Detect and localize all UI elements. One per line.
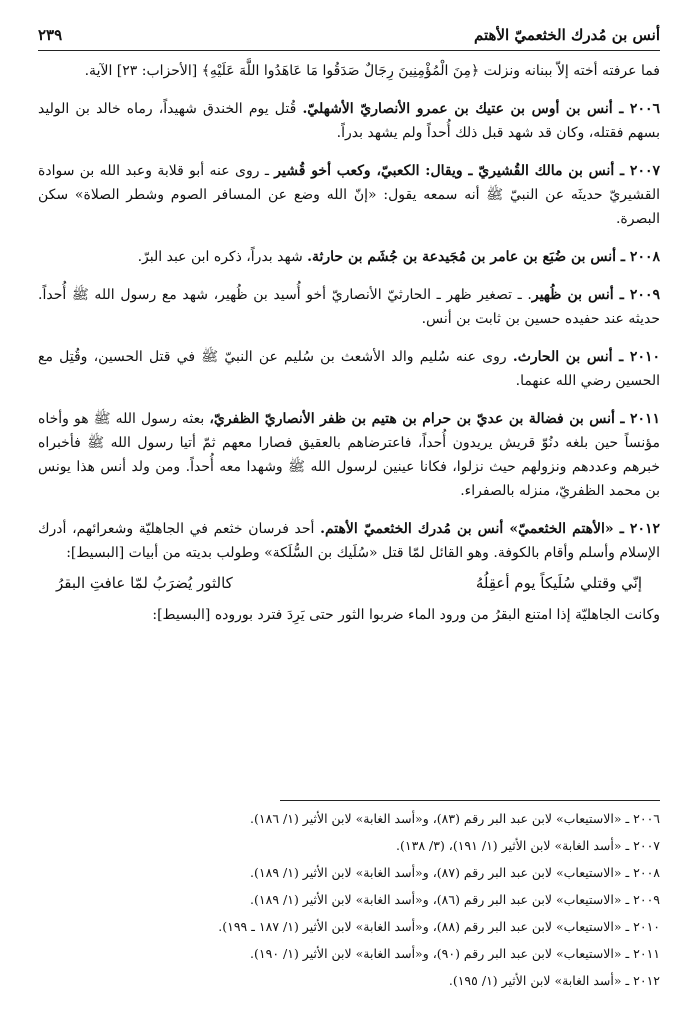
footnote-divider — [280, 800, 660, 801]
entry-text: روى عنه سُليم والد الأشعث بن سُليم عن النبيّ ﷺ في قتل الحسين، وقُتِل مع الحسين رضي الله عنهما. — [38, 349, 660, 389]
footnote: ٢٠٠٨ ـ «الاستيعاب» لابن عبد البر رقم (٨٧)، و«أسد الغابة» لابن الأثير (١/ ١٨٩). — [250, 865, 660, 880]
entry-heading: ٢٠١٢ ـ «الأهتم الخثعميّ» أنس بن مُدرك الخثعميّ الأهتم. — [320, 521, 660, 537]
entry-2010 — [38, 345, 660, 393]
entry-text: بعثه رسول الله ﷺ هو وأخاه مؤنساً حين بلغه دنُوّ قريش يريدون أُحداً، فاعترضاهم بالعقيق فصارا معهم ثمّ أتيا رسول الله ﷺ فأخبراه خبرهم وعددهم ونزولهم حيث نزلوا، فكانا عينين لرسول الله ﷺ وشهدا معه أُحداً. ومن ولد أنس هذا يونس بن محمد الظفريّ، منزله بالصفراء. — [38, 411, 660, 499]
footnote: ٢٠٠٩ ـ «الاستيعاب» لابن عبد البر رقم (٨٦)، و«أسد الغابة» لابن الأثير (١/ ١٨٩). — [250, 892, 660, 907]
paragraph-text: فما عرفته أخته إلاّ ببنانه ونزلت ﴿مِنَ الْمُؤْمِنِينَ رِجَالٌ صَدَقُوا مَا عَاهَدُوا اللَّهَ عَلَيْهِ﴾ [الأحزاب: ٢٣] الآية. — [84, 63, 660, 79]
entry-2009 — [38, 283, 660, 331]
entry-2006 — [38, 97, 660, 145]
entry-heading: ٢٠٠٩ ـ أنس بن ظُهير — [531, 287, 660, 303]
entry-heading: ٢٠١١ ـ أنس بن فضالة بن عديّ بن حرام بن هتيم بن ظفر الأنصاريّ الظفريّ، — [209, 411, 661, 427]
entry-heading: ٢٠١٠ ـ أنس بن الحارث. — [512, 349, 660, 365]
after-verse-text: وكانت الجاهليّة إذا امتنع البقرُ من ورود الماء ضربوا الثور حتى يَرِدَ فترد بوروده [البسيط]: — [152, 607, 660, 623]
verse-hemistich-1: إنّي وقتلي سُلَيكاً يوم أعقِلُهُ — [475, 574, 642, 592]
entry-text: ـ روى عنه أبو قلابة وعبد الله بن سوادة القشيريّ حديثَه عن النبيّ ﷺ أنه سمعه يقول: «إنّ الله وضع عن المسافر الصوم وشطر الصلاة» سكن البصرة. — [38, 163, 660, 227]
entry-2011 — [38, 407, 660, 503]
footnote: ٢٠٠٦ ـ «الاستيعاب» لابن عبد البر رقم (٨٣)، و«أسد الغابة» لابن الأثير (١/ ١٨٦). — [250, 811, 660, 826]
entry-heading: ٢٠٠٨ ـ أنس بن ضُبَع بن عامر بن مُجَيدعة بن جُشَم بن حارثة. — [307, 249, 660, 265]
footnote: ٢٠١٢ ـ «أسد الغابة» لابن الأثير (١/ ١٩٥). — [448, 973, 660, 988]
entry-text: قُتل يوم الخندق شهيداً، رماه خالد بن الوليد بسهم فقتله، وكان قد شهد قبل ذلك أُحداً ولم يشهد بدراً. — [38, 101, 660, 141]
verse-line — [38, 569, 660, 597]
entry-heading: ٢٠٠٦ ـ أنس بن أوس بن عتيك بن عمرو الأنصاريّ الأشهليّ. — [302, 101, 660, 117]
entry-heading: ٢٠٠٧ ـ أنس بن مالك القُشيريّ ـ ويقال: الكعبيّ، وكعب أخو قُشير — [274, 163, 660, 179]
footnote: ٢٠٠٧ ـ «أسد الغابة» لابن الأثير (١/ ١٩١)، (٣/ ١٣٨). — [396, 838, 660, 853]
entry-text: أحد فرسان خثعم في الجاهليّة وشعرائهم، أدرك الإسلام وأسلم وأقام بالكوفة. وهو القائل لمّا قتل «سُلَيك بن السُّلَكة» وطولب بديته من أبيات [البسيط]: — [38, 521, 660, 561]
page-number: ٢٣٩ — [38, 26, 63, 44]
footnotes — [38, 800, 660, 994]
running-title: أنس بن مُدرك الخثعميّ الأهتم — [474, 26, 660, 44]
running-header — [38, 26, 660, 51]
verse-hemistich-2: كالثور يُضرَبُ لمّا عافتِ البقرُ — [56, 574, 233, 592]
entry-2007 — [38, 159, 660, 231]
entry-2008 — [38, 245, 660, 269]
paragraph-continuation — [38, 59, 660, 83]
footnote: ٢٠١٠ ـ «الاستيعاب» لابن عبد البر رقم (٨٨)، و«أسد الغابة» لابن الأثير (١/ ١٨٧ ـ ١٩٩). — [218, 919, 660, 934]
main-text — [38, 59, 660, 627]
footnote: ٢٠١١ ـ «الاستيعاب» لابن عبد البر رقم (٩٠)، و«أسد الغابة» لابن الأثير (١/ ١٩٠). — [250, 946, 660, 961]
entry-text: . ـ تصغير ظهر ـ الحارثيّ الأنصاريّ أخو أُسيد بن ظُهير، شهد مع رسول الله ﷺ أُحداً. حديثه عند حفيده حسين بن ثابت بن أنس. — [38, 287, 660, 327]
entry-text: شهد بدراً، ذكره ابن عبد البرّ. — [137, 249, 308, 265]
entry-2012 — [38, 517, 660, 565]
